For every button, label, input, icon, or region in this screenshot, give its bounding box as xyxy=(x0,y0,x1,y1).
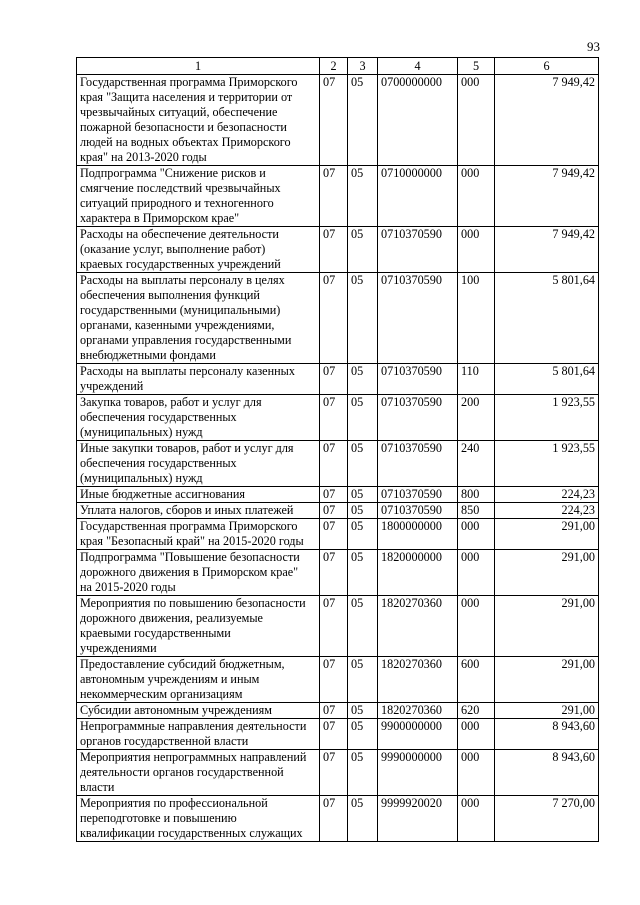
row-name-cell: Субсидии автономным учреждениям xyxy=(77,703,320,719)
table-row xyxy=(77,273,599,364)
expense-type-cell: 000 xyxy=(458,550,495,596)
expense-type-cell: 620 xyxy=(458,703,495,719)
table-row xyxy=(77,503,599,519)
row-name-cell: Государственная программа Приморского края "Защита населения и территории от чрезвычайных ситуаций, обеспечение пожарной безопасности и безопасности людей на водных объектах Приморского края" на 2013-2020 годы xyxy=(77,75,320,166)
target-article-cell: 9900000000 xyxy=(378,719,458,750)
row-name-cell: Расходы на обеспечение деятельности (оказание услуг, выполнение работ) краевых государственных учреждений xyxy=(77,227,320,273)
section-code-cell: 07 xyxy=(320,503,348,519)
amount-cell: 224,23 xyxy=(495,487,599,503)
amount-cell: 8 943,60 xyxy=(495,719,599,750)
header-cell: 2 xyxy=(320,58,348,75)
subsection-code-cell: 05 xyxy=(348,441,378,487)
subsection-code-cell: 05 xyxy=(348,796,378,842)
section-code-cell: 07 xyxy=(320,166,348,227)
page-number: 93 xyxy=(587,39,600,54)
target-article-cell: 0700000000 xyxy=(378,75,458,166)
table-row xyxy=(77,441,599,487)
target-article-cell: 1820270360 xyxy=(378,657,458,703)
expense-type-cell: 800 xyxy=(458,487,495,503)
section-code-cell: 07 xyxy=(320,273,348,364)
expense-type-cell: 000 xyxy=(458,719,495,750)
expense-type-cell: 850 xyxy=(458,503,495,519)
row-name-cell: Мероприятия по профессиональной переподготовке и повышению квалификации государственных служащих xyxy=(77,796,320,842)
amount-cell: 224,23 xyxy=(495,503,599,519)
expense-type-cell: 110 xyxy=(458,364,495,395)
subsection-code-cell: 05 xyxy=(348,395,378,441)
table-row xyxy=(77,596,599,657)
section-code-cell: 07 xyxy=(320,395,348,441)
table-row xyxy=(77,796,599,842)
target-article-cell: 9999920020 xyxy=(378,796,458,842)
row-name-cell: Подпрограмма "Снижение рисков и смягчение последствий чрезвычайных ситуаций природного и техногенного характера в Приморском крае" xyxy=(77,166,320,227)
row-name-cell: Государственная программа Приморского края "Безопасный край" на 2015-2020 годы xyxy=(77,519,320,550)
section-code-cell: 07 xyxy=(320,227,348,273)
table-row xyxy=(77,719,599,750)
expense-type-cell: 200 xyxy=(458,395,495,441)
amount-cell: 7 949,42 xyxy=(495,75,599,166)
amount-cell: 291,00 xyxy=(495,550,599,596)
expense-type-cell: 600 xyxy=(458,657,495,703)
header-cell: 6 xyxy=(495,58,599,75)
target-article-cell: 0710370590 xyxy=(378,395,458,441)
target-article-cell: 0710370590 xyxy=(378,364,458,395)
subsection-code-cell: 05 xyxy=(348,703,378,719)
header-row xyxy=(77,58,599,75)
subsection-code-cell: 05 xyxy=(348,596,378,657)
table-row xyxy=(77,75,599,166)
table-row xyxy=(77,703,599,719)
amount-cell: 1 923,55 xyxy=(495,441,599,487)
subsection-code-cell: 05 xyxy=(348,503,378,519)
section-code-cell: 07 xyxy=(320,750,348,796)
expense-type-cell: 000 xyxy=(458,796,495,842)
header-cell: 5 xyxy=(458,58,495,75)
amount-cell: 8 943,60 xyxy=(495,750,599,796)
target-article-cell: 1820000000 xyxy=(378,550,458,596)
subsection-code-cell: 05 xyxy=(348,750,378,796)
target-article-cell: 1820270360 xyxy=(378,596,458,657)
table-row xyxy=(77,364,599,395)
row-name-cell: Уплата налогов, сборов и иных платежей xyxy=(77,503,320,519)
subsection-code-cell: 05 xyxy=(348,519,378,550)
table-row xyxy=(77,166,599,227)
row-name-cell: Непрограммные направления деятельности органов государственной власти xyxy=(77,719,320,750)
target-article-cell: 0710370590 xyxy=(378,487,458,503)
row-name-cell: Мероприятия по повышению безопасности дорожного движения, реализуемые краевыми государственными учреждениями xyxy=(77,596,320,657)
section-code-cell: 07 xyxy=(320,657,348,703)
expense-type-cell: 000 xyxy=(458,750,495,796)
table-row xyxy=(77,519,599,550)
table-row xyxy=(77,487,599,503)
table-row xyxy=(77,227,599,273)
amount-cell: 5 801,64 xyxy=(495,364,599,395)
subsection-code-cell: 05 xyxy=(348,719,378,750)
subsection-code-cell: 05 xyxy=(348,364,378,395)
table-row xyxy=(77,657,599,703)
expense-type-cell: 000 xyxy=(458,519,495,550)
amount-cell: 291,00 xyxy=(495,519,599,550)
amount-cell: 5 801,64 xyxy=(495,273,599,364)
subsection-code-cell: 05 xyxy=(348,75,378,166)
target-article-cell: 0710370590 xyxy=(378,273,458,364)
budget-table xyxy=(76,57,599,842)
section-code-cell: 07 xyxy=(320,719,348,750)
amount-cell: 7 949,42 xyxy=(495,166,599,227)
header-cell: 4 xyxy=(378,58,458,75)
expense-type-cell: 000 xyxy=(458,166,495,227)
amount-cell: 291,00 xyxy=(495,703,599,719)
header-cell: 1 xyxy=(77,58,320,75)
target-article-cell: 0710370590 xyxy=(378,227,458,273)
row-name-cell: Расходы на выплаты персоналу казенных учреждений xyxy=(77,364,320,395)
subsection-code-cell: 05 xyxy=(348,657,378,703)
amount-cell: 7 949,42 xyxy=(495,227,599,273)
target-article-cell: 0710000000 xyxy=(378,166,458,227)
row-name-cell: Подпрограмма "Повышение безопасности дорожного движения в Приморском крае" на 2015-2020 годы xyxy=(77,550,320,596)
section-code-cell: 07 xyxy=(320,75,348,166)
expense-type-cell: 000 xyxy=(458,596,495,657)
table-row xyxy=(77,395,599,441)
row-name-cell: Закупка товаров, работ и услуг для обеспечения государственных (муниципальных) нужд xyxy=(77,395,320,441)
row-name-cell: Предоставление субсидий бюджетным, автономным учреждениям и иным некоммерческим организациям xyxy=(77,657,320,703)
expense-type-cell: 240 xyxy=(458,441,495,487)
section-code-cell: 07 xyxy=(320,796,348,842)
amount-cell: 7 270,00 xyxy=(495,796,599,842)
target-article-cell: 1800000000 xyxy=(378,519,458,550)
row-name-cell: Иные бюджетные ассигнования xyxy=(77,487,320,503)
target-article-cell: 9990000000 xyxy=(378,750,458,796)
section-code-cell: 07 xyxy=(320,550,348,596)
target-article-cell: 0710370590 xyxy=(378,441,458,487)
section-code-cell: 07 xyxy=(320,596,348,657)
subsection-code-cell: 05 xyxy=(348,166,378,227)
expense-type-cell: 100 xyxy=(458,273,495,364)
section-code-cell: 07 xyxy=(320,519,348,550)
header-cell: 3 xyxy=(348,58,378,75)
target-article-cell: 0710370590 xyxy=(378,503,458,519)
section-code-cell: 07 xyxy=(320,441,348,487)
expense-type-cell: 000 xyxy=(458,75,495,166)
section-code-cell: 07 xyxy=(320,364,348,395)
section-code-cell: 07 xyxy=(320,487,348,503)
row-name-cell: Мероприятия непрограммных направлений деятельности органов государственной власти xyxy=(77,750,320,796)
amount-cell: 291,00 xyxy=(495,657,599,703)
amount-cell: 1 923,55 xyxy=(495,395,599,441)
section-code-cell: 07 xyxy=(320,703,348,719)
target-article-cell: 1820270360 xyxy=(378,703,458,719)
subsection-code-cell: 05 xyxy=(348,550,378,596)
row-name-cell: Иные закупки товаров, работ и услуг для обеспечения государственных (муниципальных) нужд xyxy=(77,441,320,487)
subsection-code-cell: 05 xyxy=(348,487,378,503)
expense-type-cell: 000 xyxy=(458,227,495,273)
table-row xyxy=(77,750,599,796)
table-row xyxy=(77,550,599,596)
row-name-cell: Расходы на выплаты персоналу в целях обеспечения выполнения функций государственными (муниципальными) органами, казенными учреждениями, органами управления государственными внебюджетными фондами xyxy=(77,273,320,364)
subsection-code-cell: 05 xyxy=(348,273,378,364)
amount-cell: 291,00 xyxy=(495,596,599,657)
subsection-code-cell: 05 xyxy=(348,227,378,273)
